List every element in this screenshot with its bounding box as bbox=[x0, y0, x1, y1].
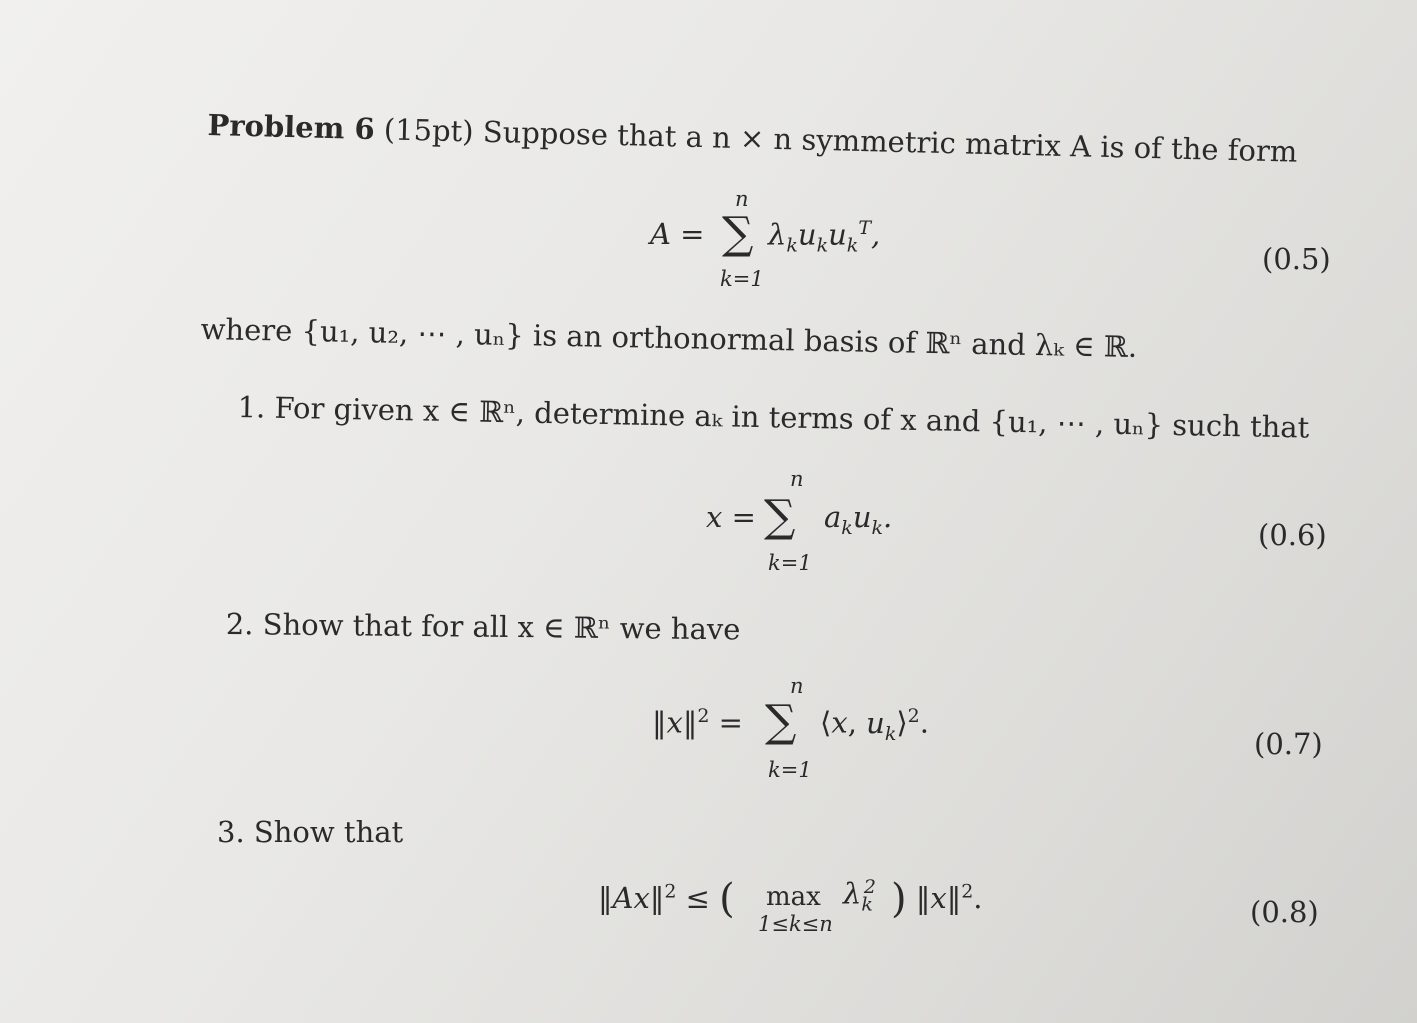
where-statement: where {u₁, u₂, ⋯ , uₙ} is an orthonormal basis of ℝⁿ and λₖ ∈ ℝ. bbox=[200, 312, 1138, 364]
equation-number-0-8: (0.8) bbox=[1250, 895, 1319, 929]
equation-0-6: x = n ∑ k=1 $a_ku_k$. bbox=[706, 467, 893, 575]
item-3-number: 3. bbox=[217, 815, 245, 849]
item-1-number: 1. bbox=[237, 390, 266, 425]
problem-header bbox=[207, 108, 1298, 169]
equation-0-7: ‖x‖$^2$ = n ∑ k=1 ⟨x, $u_k⟩^2$. bbox=[652, 674, 929, 782]
equation-number-0-7: (0.7) bbox=[1254, 727, 1323, 761]
equation-0-8: ‖Ax‖$^2$ ≤ ( max 1≤k≤n $\lambda_k^2$ ) ‖x‖$^2$. bbox=[598, 876, 983, 936]
equation-number-0-5: (0.5) bbox=[1262, 242, 1331, 276]
item-2-text: Show that for all x ∈ ℝⁿ we have bbox=[262, 607, 741, 647]
problem-intro: Suppose that a n × n symmetric matrix A is of the form bbox=[482, 114, 1298, 169]
list-item-1 bbox=[237, 390, 1309, 445]
item-1-text: For given x ∈ ℝⁿ, determine aₖ in terms of x and {u₁, ⋯ , uₙ} such that bbox=[274, 390, 1310, 445]
list-item-3 bbox=[217, 815, 403, 849]
item-3-text: Show that bbox=[253, 815, 404, 849]
item-2-number: 2. bbox=[225, 607, 254, 642]
equation-number-0-6: (0.6) bbox=[1258, 518, 1327, 552]
problem-label: Problem 6 bbox=[207, 108, 376, 147]
equation-0-5: A = n ∑ k=1 $\lambda_ku_ku_k^T$, bbox=[650, 187, 881, 291]
list-item-2 bbox=[226, 607, 741, 646]
problem-points: (15pt) bbox=[383, 112, 475, 149]
